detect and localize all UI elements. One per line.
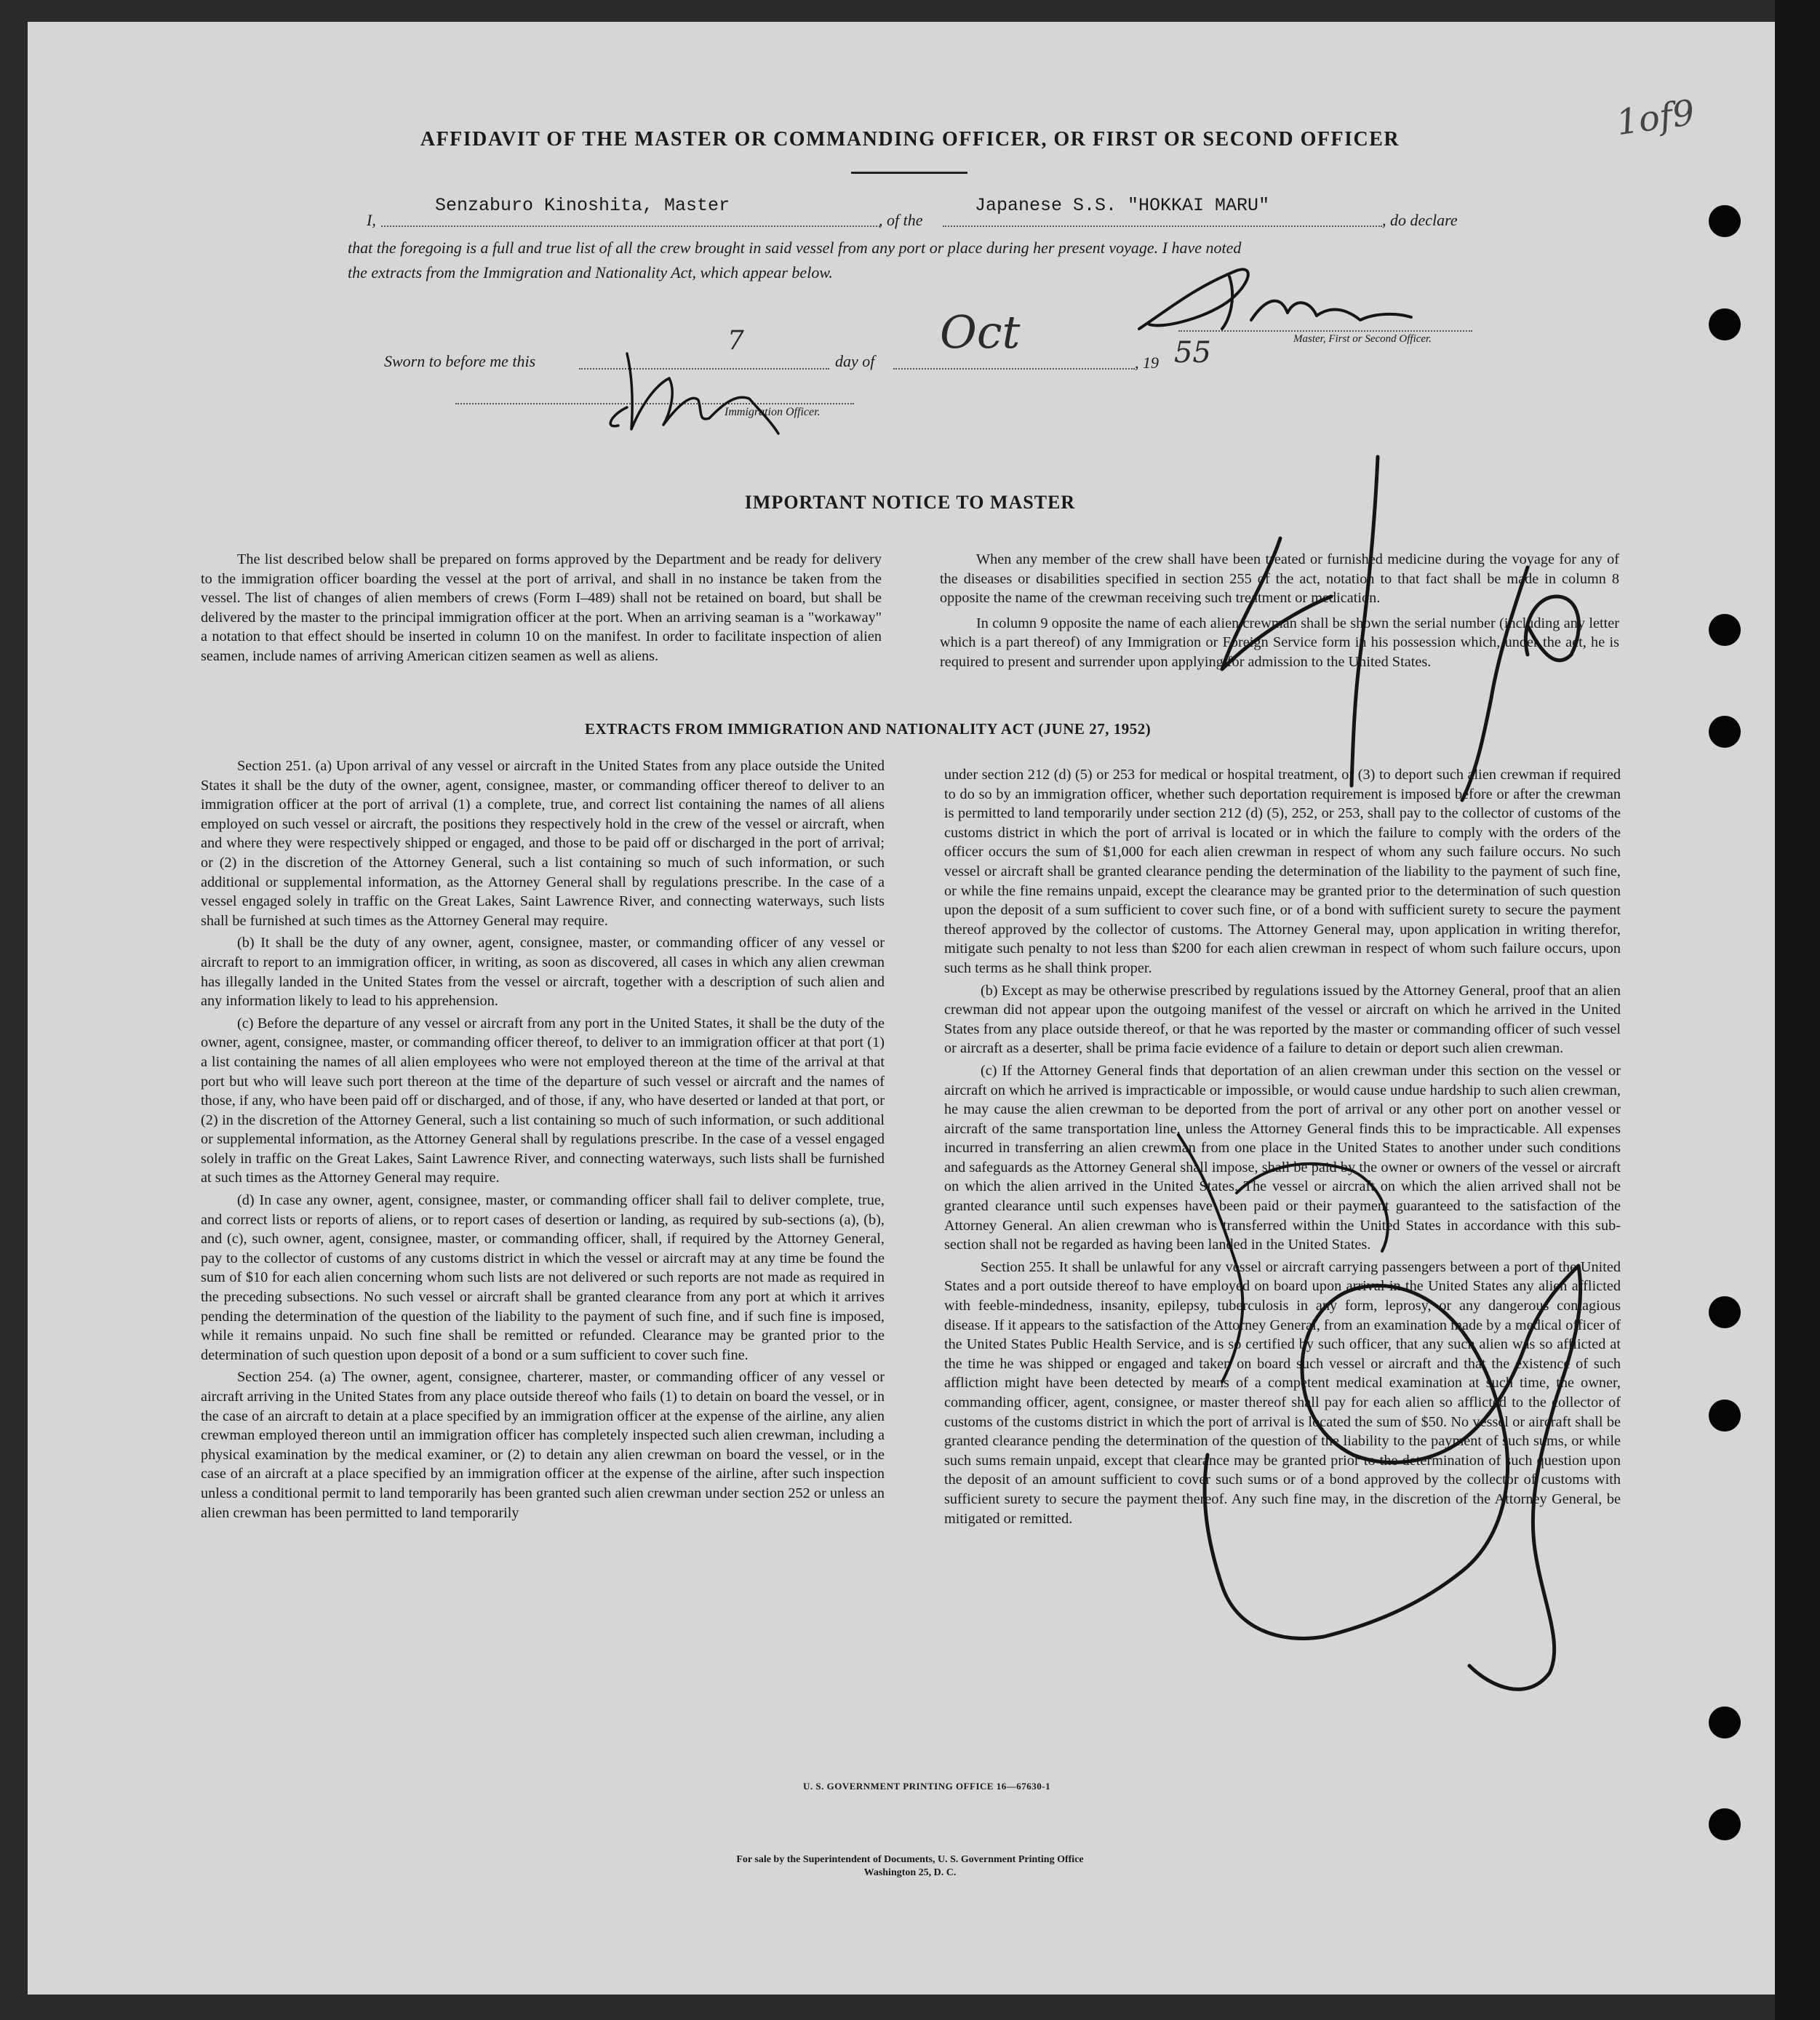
master-signature [1139, 269, 1411, 329]
year-prefix: , 19 [1135, 354, 1159, 372]
notice-left-paragraph: The list described below shall be prepared on forms approved by the Department and be ready for delivery to the immigration officer boarding the vessel at the port of arrival, and shall in no instance be taken from the vessel. The list of changes of alien members of crews (Form I–489) shall not be retained on board, but shall be delivered by the master to the principal immigration officer at the port. When an arriving seaman is a "workaway" a notation to that effect should be inserted in column 10 on the manifest. In order to facilitate inspection of alien seamen, include names of arriving American citizen seamen as well as aliens. [201, 551, 882, 664]
large-crossing-mark [1205, 1266, 1581, 1689]
sale-line-1: For sale by the Superintendent of Documents, U. S. Government Printing Office [736, 1854, 1084, 1865]
page-mark: 1of9 [1613, 92, 1698, 144]
section-254-b: (b) Except as may be otherwise prescribed by regulations issued by the Attorney General, proof that an alien crewman did not appear upon the outgoing manifest of the vessel or aircraft on which he arrived in the United States from any place outside thereof, or that he was reported by the master or commanding officer of such vessel or aircraft as a deserter, shall be prima facie evidence of a failure to detain or deport such alien crewman. [944, 982, 1621, 1057]
statement-line-2: the extracts from the Immigration and Nationality Act, which appear below. [348, 263, 833, 282]
statement-line-1: that the foregoing is a full and true list of all the crew brought in said vessel from any port or place during her present voyage. I have noted [348, 239, 1242, 257]
section-251-a: Section 251. (a) Upon arrival of any vessel or aircraft in the United States from any place outside the United States it shall be the duty of the owner, agent, consignee, master, or commanding officer thereof to deliver to an immigration officer at the port of arrival (1) a complete, true, and correct list containing the names of all aliens employed on such vessel or aircraft, the positions they respectively hold in the crew of the vessel or aircraft, when and where they were respectively shipped or engaged, and those to be paid off or discharged in the port of arrival; or (2) in the discretion of the Attorney General, such a list containing so much of such information, or such additional or supplemental information, as the Attorney General shall by regulations prescribe. In the case of a vessel engaged solely in traffic on the Great Lakes, Saint Lawrence River, and connecting waterways, such lists shall be furnished at such times as the Attorney General may require. [201, 758, 885, 929]
large-crossing-mark [1352, 457, 1378, 786]
day-value: 7 [727, 326, 744, 356]
form-title: AFFIDAVIT OF THE MASTER OR COMMANDING OFFICER, OR FIRST OR SECOND OFFICER [420, 128, 1400, 151]
officer-signature [610, 354, 778, 434]
i-label: I, [367, 211, 376, 229]
extracts-heading: EXTRACTS FROM IMMIGRATION AND NATIONALITY ACT (JUNE 27, 1952) [585, 720, 1152, 738]
sworn-label: Sworn to before me this [384, 352, 536, 370]
of-the-label: , of the [879, 211, 923, 229]
section-254-c: (c) If the Attorney General finds that deportation of an alien crewman under this section on the vessel or aircraft on which he arrived is impracticable or impossible, or would cause undue hardship to such alien crewman, he may cause the alien crewman to be deported from the port of arrival or any other port on another vessel or aircraft of the same transportation line, unless the Attorney General finds this to be impracticable. All expenses incurred in transferring an alien crewman from one place in the United States to another under such conditions and safeguards as the Attorney General shall impose, shall be paid by the owner or owners of the vessel or aircraft on which the alien arrived in the United States. The vessel or aircraft on which the alien arrived shall not be granted clearance until such expenses have been paid or their payment guaranteed to the satisfaction of the Attorney General. An alien crewman who is transferred within the United States in accordance with this sub-section shall not be regarded as having been landed in the United States. [944, 1062, 1621, 1253]
large-crossing-mark [1237, 1164, 1388, 1251]
large-crossing-mark [1178, 1135, 1242, 1382]
section-251-c: (c) Before the departure of any vessel or aircraft from any port in the United States, it shall be the duty of the owner, agent, consignee, master, or commanding officer thereof, to deliver to an immigration officer at that port (1) a list containing the names of all alien employees who were not employed thereon at the time of the arrival at that port but who will leave such port thereon at the time of the departure of such vessel or aircraft and the names of those, if any, who have been paid off or discharged, and of those, if any, who have deserted or landed at that port, or (2) in the discretion of the Attorney General, such a list containing so much of such information, or such additional or supplemental information, as the Attorney General shall by regulations prescribe. In the case of a vessel engaged solely in traffic on the Great Lakes, Saint Lawrence River, and connecting waterways, such lists shall be furnished at such times as the Attorney General may require. [201, 1015, 885, 1186]
section-254-a: Section 254. (a) The owner, agent, consignee, charterer, master, or commanding officer of any vessel or aircraft arriving in the United States from any place outside thereof who fails (1) to detain on board the vessel, or in the case of an aircraft to detain at a place specified by an immigration officer at the expense of the airline, any alien crewman employed thereon until an immigration officer has completely inspected such alien crewman, including a physical examination by the medical examiner, or (2) to detain any alien crewman on board the vessel, or in the case of an aircraft at a place specified by an immigration officer at the expense of the airline, after such inspection unless a conditional permit to land temporarily has been granted such alien crewman under section 252 or unless an alien crewman has been permitted to land temporarily [201, 1369, 885, 1521]
section-251-b: (b) It shall be the duty of any owner, agent, consignee, master, or commanding officer of any vessel or aircraft to report to an immigration officer, in writing, as soon as discovered, all cases in which any alien crewman has illegally landed in the United States from the vessel or aircraft, together with a description of such alien and any information likely to lead to his apprehension. [201, 935, 885, 1010]
vessel-name: Japanese S.S. "HOKKAI MARU" [975, 195, 1270, 216]
section-251-d: (d) In case any owner, agent, consignee, master, or commanding officer shall fail to deliver complete, true, and correct lists or reports of aliens, or to report cases of desertion or landing, as required by sub-sections (a), (b), and (c), such owner, agent, consignee, master, or commanding officer, shall, if required by the Attorney General, pay to the collector of customs of any customs district in which the vessel or aircraft may at any time be found the sum of $10 for each alien concerning whom such lists are not delivered or such reports are not made as required in the preceding subsections. No such vessel or aircraft shall be granted clearance from any port at which it arrives pending the determination of the question of the liability to the payment of such fine, and if such fine is imposed, while it remains unpaid. No such fine shall be remitted or refunded. Clearance may be granted prior to the determination of such question upon deposit of a bond or a sum sufficient to cover such fine. [201, 1192, 885, 1363]
declarant-name: Senzaburo Kinoshita, Master [435, 195, 730, 216]
month-value: Oct [940, 306, 1021, 359]
notice-right-paragraph-1: When any member of the crew shall have been treated or furnished medicine during the voyage for any of the diseases or disabilities specified in section 255 of the act, notation to that fact shall be made in column 8 opposite the name of the crewman receiving such treatment or medication. [940, 551, 1619, 607]
do-declare-label: , do declare [1382, 211, 1458, 229]
section-254-a-continued: under section 212 (d) (5) or 253 for medical or hospital treatment, or (3) to deport such alien crewman if required to do so by an immigration officer, whether such deportation requirement is imposed before or after the crewman is permitted to land temporarily under section 212 (d) (5), 252, or 253, shall pay to the collector of customs of the customs district in which the port of arrival is located or in which the failure to comply with the orders of the officer occurs the sum of $1,000 for each alien crewman in respect of whom any such failure occurs. No such vessel or aircraft shall be granted clearance pending the determination of the liability to the payment of such fine, or while the fine remains unpaid, except the clearance may be granted prior to the determination of such question upon the deposit of a sum sufficient to cover such fine, or of a bond with sufficient surety to secure the payment thereof approved by the collector of customs. The Attorney General may, upon application in writing therefor, mitigate such penalty to not less than $200 for each alien crewman in respect of whom such failure occurs, upon such terms as he shall think proper. [944, 767, 1621, 976]
notice-right-paragraph-2: In column 9 opposite the name of each alien crewman shall be shown the serial number (including any letter which is a part thereof) of any Immigration or Foreign Service form in his possession which, under the act, he is required to present and surrender upon applying for admission to the United States. [940, 615, 1619, 670]
gpo-line: U. S. GOVERNMENT PRINTING OFFICE 16—67630-1 [803, 1781, 1051, 1792]
notice-heading: IMPORTANT NOTICE TO MASTER [744, 492, 1076, 513]
master-caption: Master, First or Second Officer. [1293, 333, 1432, 345]
large-crossing-mark [1222, 538, 1331, 669]
immigration-caption: Immigration Officer. [725, 406, 821, 418]
day-of-label: day of [835, 352, 875, 370]
section-255: Section 255. It shall be unlawful for any vessel or aircraft carrying passengers between a port of the United States and a port outside thereof to have employed on board upon arrival in the United States any alien afflicted with feeble-mindedness, insanity, epilepsy, tuberculosis in any form, leprosy, or any dangerous contagious disease. If it appears to the satisfaction of the Attorney General, from an examination made by a medical officer of the United States Public Health Service, and is so certified by such officer, that any such alien was so afflicted at the time he was shipped or engaged and taken on board such vessel or aircraft and that the existence of such affliction might have been detected by means of a competent medical examination at such time, the owner, commanding officer, agent, consignee, or master thereof shall pay for each alien so afflicted to the collector of customs of the customs district in which the port of arrival is located the sum of $50. No vessel or aircraft shall be granted clearance pending the determination of the question of the liability to the payment of such sums, or while such sums remain unpaid, except that clearance may be granted prior to the determination of such question upon the deposit of an amount sufficient to cover such sums or of a bond approved by the collector of customs with sufficient surety to secure the payment thereof. Any such fine may, in the discretion of the Attorney General, be mitigated or remitted. [944, 1258, 1621, 1527]
year-value: 55 [1174, 336, 1211, 370]
sale-line-2: Washington 25, D. C. [863, 1867, 957, 1878]
large-crossing-mark [1462, 567, 1578, 800]
